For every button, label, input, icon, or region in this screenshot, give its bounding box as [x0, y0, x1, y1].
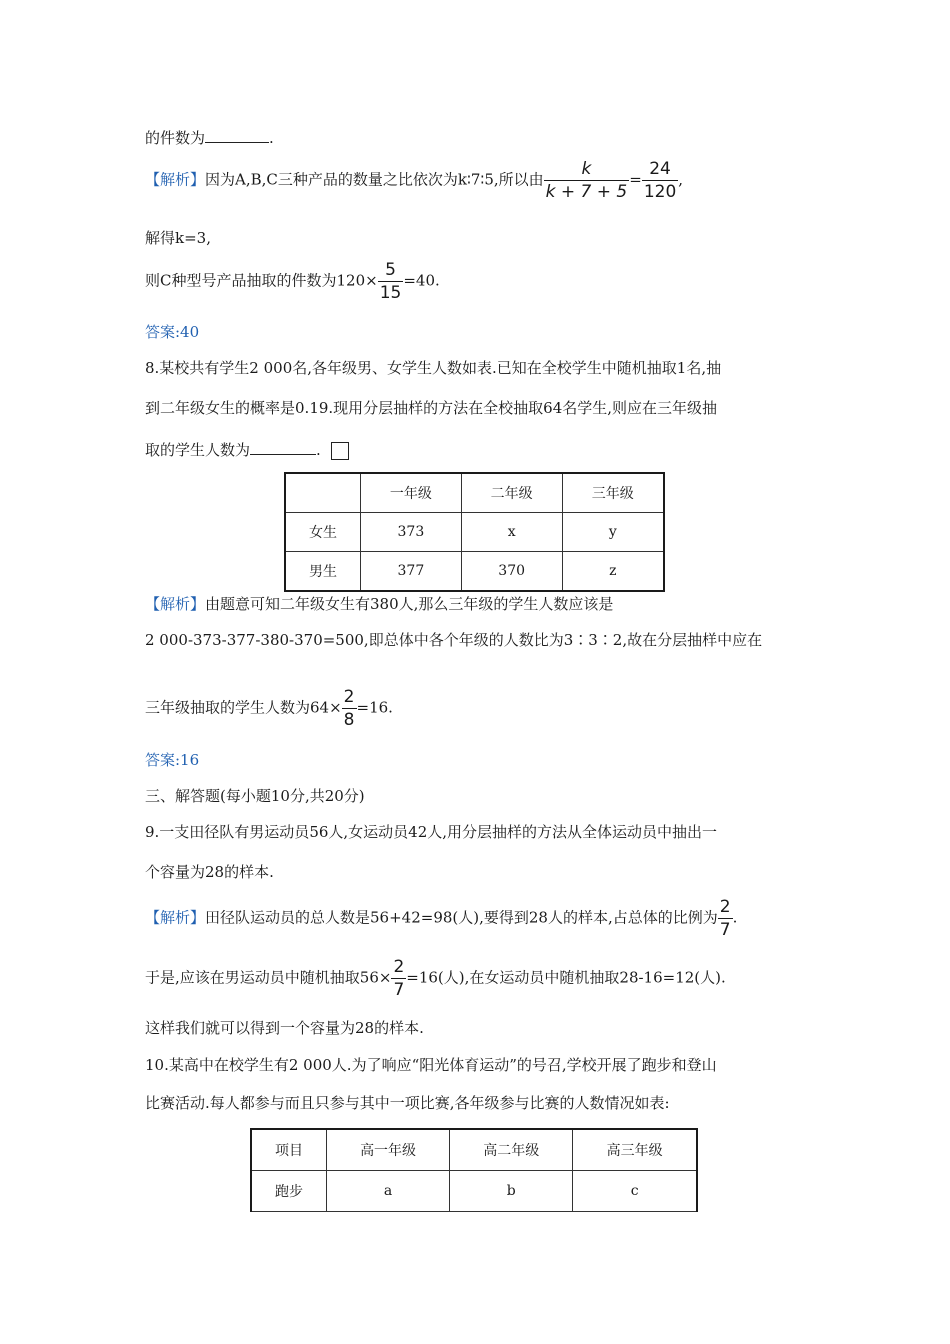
table-cell: z — [562, 552, 664, 592]
table-cell — [285, 473, 361, 513]
table-cell: b — [450, 1171, 573, 1212]
table-row — [285, 473, 664, 513]
fraction: $\frac{2}{7}$ — [719, 897, 731, 940]
table-cell: y — [562, 513, 664, 552]
solution-line: 三年级抽取的学生人数为64× $\frac{2}{8}$ =16. — [145, 687, 393, 730]
fraction: $\frac{2}{7}$ — [393, 957, 405, 1000]
table-cell: 高三年级 — [573, 1129, 697, 1171]
question-line: 8.某校共有学生2 000名,各年级男、女学生人数如表.已知在全校学生中随机抽取1名,抽 — [145, 359, 722, 377]
answer-blank — [205, 128, 269, 143]
answer-line: 答案:40 — [145, 323, 200, 341]
table-cell: 跑步 — [251, 1171, 327, 1212]
table-cell: 高二年级 — [450, 1129, 573, 1171]
table-cell: 女生 — [285, 513, 361, 552]
table-cell: c — [573, 1171, 697, 1212]
table-row — [251, 1129, 697, 1171]
table-row — [285, 513, 664, 552]
solution-line: 2 000-373-377-380-370=500,即总体中各个年级的人数比为3∶3∶2,故在分层抽样中应在 — [145, 631, 763, 649]
fraction: $\frac{2}{8}$ — [343, 687, 355, 730]
table-cell: a — [327, 1171, 450, 1212]
solution-line: 于是,应该在男运动员中随机抽取56× $\frac{2}{7}$ =16(人),在女运动员中随机抽取28-16=12(人). — [145, 957, 726, 1000]
table-cell: 370 — [461, 552, 562, 592]
solution-line: 【解析】因为A,B,C三种产品的数量之比依次为k∶7∶5,所以由 $\frac{k}{k + 7 + 5}$ = $\frac{24}{120}$ , — [145, 159, 684, 202]
table-cell: 高一年级 — [327, 1129, 450, 1171]
table-cell: 二年级 — [461, 473, 562, 513]
question-line: 到二年级女生的概率是0.19.现用分层抽样的方法在全校抽取64名学生,则应在三年级抽 — [145, 399, 718, 417]
answer-blank — [250, 440, 316, 455]
table-cell: 三年级 — [562, 473, 664, 513]
solution-line: 【解析】田径队运动员的总人数是56+42=98(人),要得到28人的样本,占总体的比例为 $\frac{2}{7}$ . — [145, 897, 738, 940]
grade-gender-table — [284, 472, 665, 592]
text-line: 则C种型号产品抽取的件数为120× $\frac{5}{15}$ =40. — [145, 260, 440, 303]
table-cell: 项目 — [251, 1129, 327, 1171]
table-row — [251, 1171, 697, 1212]
solution-line: 这样我们就可以得到一个容量为28的样本. — [145, 1019, 424, 1037]
text-line: 解得k=3, — [145, 229, 211, 247]
table-row — [285, 552, 664, 592]
solution-tag: 【解析】 — [145, 595, 206, 613]
text-line: 的件数为 . — [145, 129, 274, 147]
table-cell: x — [461, 513, 562, 552]
question-line: 个容量为28的样本. — [145, 863, 274, 881]
fraction: $\frac{24}{120}$ — [643, 159, 677, 202]
solution-tag: 【解析】 — [145, 908, 206, 927]
table-cell: 一年级 — [361, 473, 462, 513]
question-line: 10.某高中在校学生有2 000人.为了响应“阳光体育运动”的号召,学校开展了跑步和登山 — [145, 1056, 717, 1074]
question-line: 9.一支田径队有男运动员56人,女运动员42人,用分层抽样的方法从全体运动员中抽出一 — [145, 823, 718, 841]
table-cell: 377 — [361, 552, 462, 592]
activity-table — [250, 1128, 698, 1212]
solution-tag: 【解析】 — [145, 170, 206, 189]
solution-line: 【解析】由题意可知二年级女生有380人,那么三年级的学生人数应该是 — [145, 595, 614, 613]
checkbox-square — [331, 442, 349, 460]
question-line: 比赛活动.每人都参与而且只参与其中一项比赛,各年级参与比赛的人数情况如表: — [145, 1094, 670, 1112]
table-cell: 男生 — [285, 552, 361, 592]
fraction: $\frac{k}{k + 7 + 5}$ — [545, 159, 628, 202]
section-heading: 三、解答题(每小题10分,共20分) — [145, 787, 365, 805]
question-line: 取的学生人数为 . — [145, 440, 349, 460]
answer-line: 答案:16 — [145, 751, 200, 769]
table-cell: 373 — [361, 513, 462, 552]
fraction: $\frac{5}{15}$ — [379, 260, 402, 303]
